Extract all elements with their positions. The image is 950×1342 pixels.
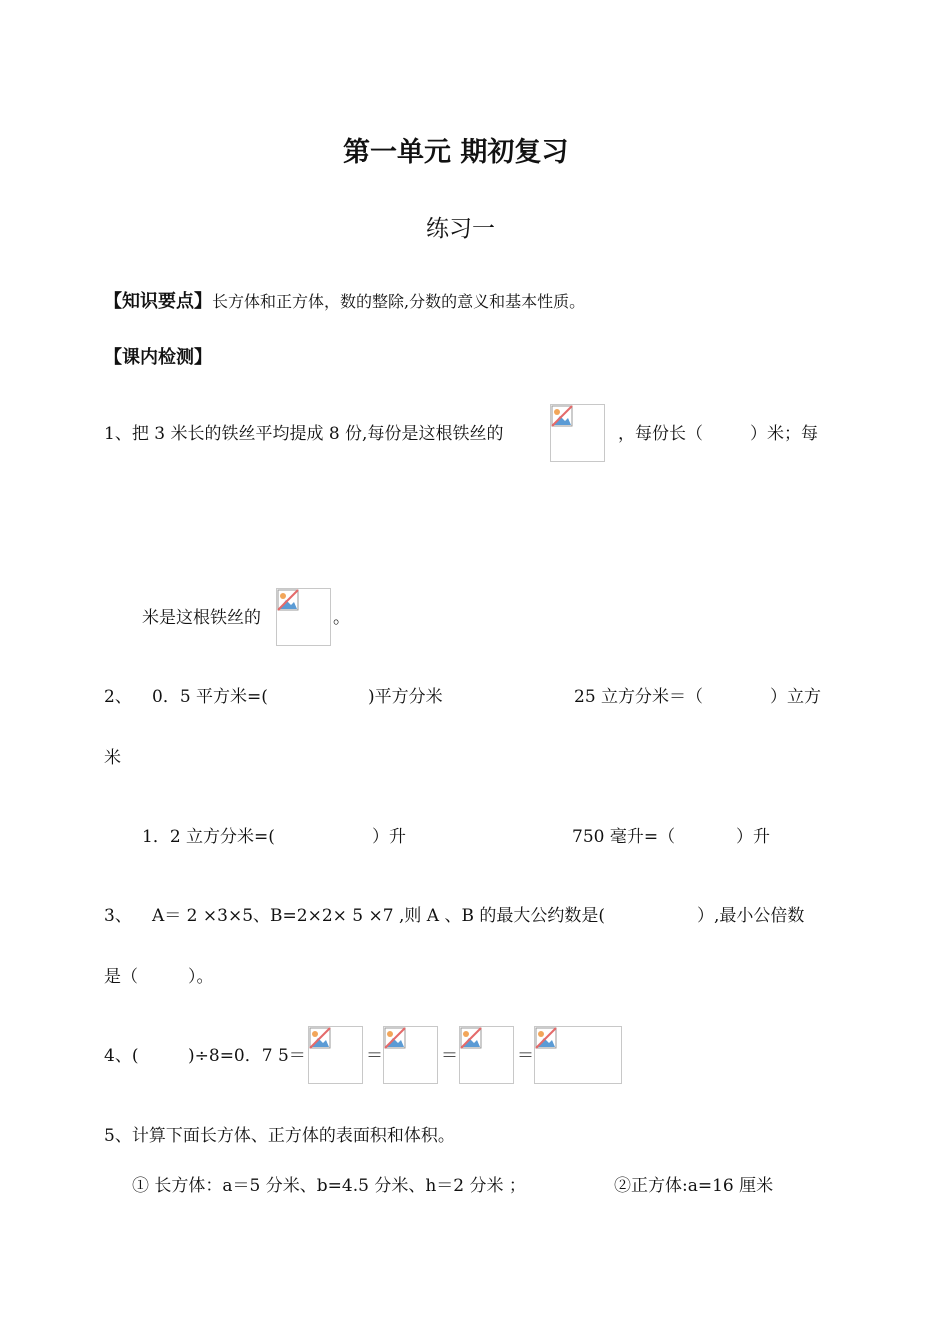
q2-a-left: 0．5 平方米=(: [152, 687, 268, 707]
q3-text-end: ）,最小公倍数: [697, 906, 805, 926]
q4-start: 4、(: [104, 1046, 139, 1066]
broken-image-icon: [277, 589, 299, 611]
q2-b-left: 25 立方分米＝（: [574, 687, 704, 707]
q4-expression: )÷8=0．7 5＝: [188, 1046, 306, 1066]
q3-text: A＝ 2 ×3×5、B=2×2× 5 ×7 ,则 A 、B 的最大公约数是(: [152, 906, 605, 926]
q2-d-left: 750 毫升=（: [572, 827, 676, 847]
q1-line2-a: 米是这根铁丝的: [142, 608, 261, 628]
knowledge-label: 【知识要点】: [104, 291, 212, 312]
q2-wrap: 米: [104, 748, 121, 768]
q2-b-right: ）立方: [770, 687, 821, 707]
fraction-box-q4-3: [459, 1026, 514, 1084]
q3-number: 3、: [104, 906, 132, 926]
q5-text: 5、计算下面长方体、正方体的表面积和体积。: [104, 1126, 455, 1146]
q1-line1-c: ）米；每: [750, 424, 818, 444]
q3-line2-a: 是（: [104, 967, 138, 987]
broken-image-icon: [551, 405, 573, 427]
broken-image-icon: [535, 1027, 557, 1049]
q2-d-right: ）升: [736, 827, 770, 847]
q1-line1-b: ，每份长（: [618, 424, 703, 444]
q2-c-left: 1．2 立方分米=(: [142, 827, 275, 847]
broken-image-icon: [460, 1027, 482, 1049]
q2-a-right: )平方分米: [368, 687, 443, 707]
q2-c-right: ）升: [372, 827, 406, 847]
q1-line1-a: 1、把 3 米长的铁丝平均提成 8 份,每份是这根铁丝的: [104, 424, 504, 444]
broken-image-icon: [309, 1027, 331, 1049]
fraction-box-q4-1: [308, 1026, 363, 1084]
q4-equals-1: ＝: [366, 1046, 383, 1066]
fraction-box-q1-a: [550, 404, 605, 462]
q4-equals-3: ＝: [517, 1046, 534, 1066]
fraction-box-q1-b: [276, 588, 331, 646]
fraction-box-q4-4: [534, 1026, 622, 1084]
page-subtitle: 练习一: [426, 216, 495, 242]
q2-number: 2、: [104, 687, 132, 707]
q3-line2-b: ）。: [188, 967, 214, 987]
q1-line2-b: 。: [333, 608, 350, 628]
q5-item-1: ① 长方体：a＝5 分米、b=4.5 分米、h＝2 分米 ；: [132, 1176, 526, 1196]
knowledge-points: [104, 287, 585, 313]
test-label: 【课内检测】: [104, 347, 212, 368]
q4-equals-2: ＝: [441, 1046, 458, 1066]
fraction-box-q4-2: [383, 1026, 438, 1084]
broken-image-icon: [384, 1027, 406, 1049]
q5-item-2: ②正方体:a=16 厘米: [614, 1176, 774, 1196]
page-title: 第一单元 期初复习: [343, 137, 569, 168]
knowledge-text: 长方体和正方体，数的整除,分数的意义和基本性质。: [212, 292, 586, 311]
